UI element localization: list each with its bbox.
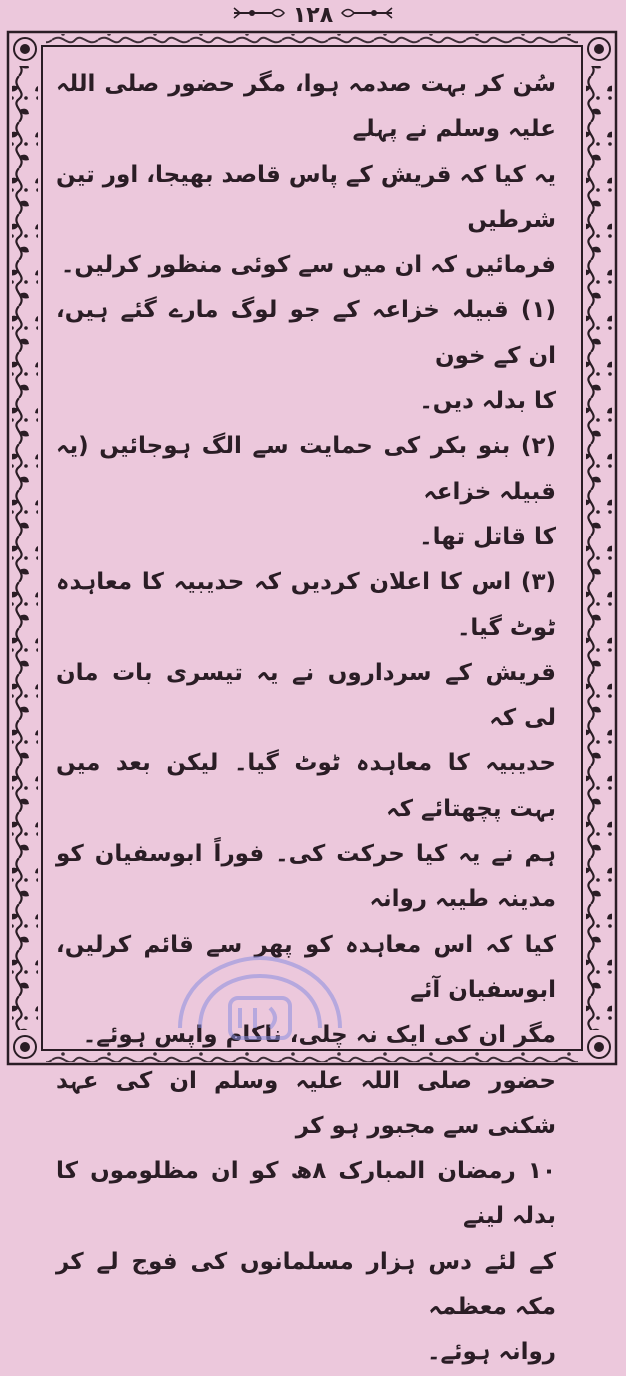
text-line: ہم نے یہ کیا حرکت کی۔ فوراً ابوسفیان کو مدینہ طیبہ روانہ [56,841,556,913]
text-line: مگر ان کی ایک نہ چلی، ناکام واپس ہوئے۔ [82,1022,556,1049]
text-line: فرمائیں کہ ان میں سے کوئی منظور کرلیں۔ [60,252,556,279]
page-number: ۱۲۸ [292,3,334,28]
text-line: کا بدلہ دیں۔ [419,388,556,415]
text-line: (۲) بنو بکر کی حمایت سے الگ ہوجائیں (یہ قبیلہ خزاعہ [56,433,556,505]
header-ornament-right-icon [338,4,394,22]
text-line: ۱۰ رمضان المبارک ۸ھ کو ان مظلوموں کا بدلہ لینے [56,1158,556,1230]
text-line: کا قاتل تھا۔ [419,523,556,550]
text-line: کے لئے دس ہزار مسلمانوں کی فوج لے کر مکہ معظمہ [56,1248,556,1321]
text-line: یہ کیا کہ قریش کے پاس قاصد بھیجا، اور تین شرطیں [56,161,556,233]
text-line: حدیبیہ کا معاہدہ ٹوٹ گیا۔ لیکن بعد میں بہت پچھتائے کہ [56,750,556,822]
text-line: (۱) قبیلہ خزاعہ کے جو لوگ مارے گئے ہیں، ان کے خون [56,297,556,369]
page-header [0,0,626,32]
text-line: (۳) اس کا اعلان کردیں کہ حدیبیہ کا معاہدہ ٹوٹ گیا۔ [56,569,556,641]
library-stamp-icon [170,948,350,1048]
text-line: کیا کہ اس معاہدہ کو پھر سے قائم کرلیں، ابوسفیان آئے [56,931,556,1003]
text-line: حضور صلی اللہ علیہ وسلم ان کی عہد شکنی سے مجبور ہو کر [56,1067,556,1139]
body-text [56,62,556,1376]
text-line: روانہ ہوئے۔ [426,1339,556,1366]
text-line: سُن کر بہت صدمہ ہوا، مگر حضور صلی اللہ علیہ وسلم نے پہلے [56,71,556,143]
text-line: قریش کے سرداروں نے یہ تیسری بات مان لی کہ [56,659,556,732]
